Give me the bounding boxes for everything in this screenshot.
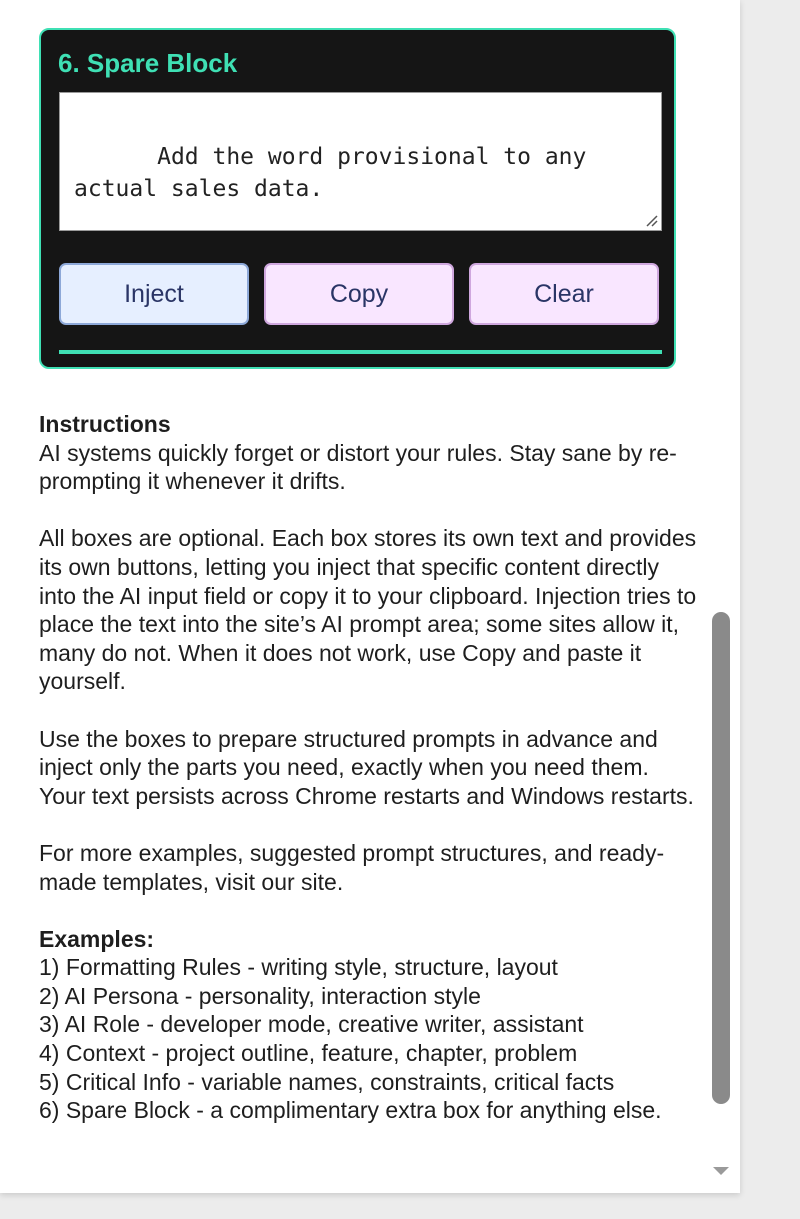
block-title: 6. Spare Block	[58, 48, 238, 78]
clear-button[interactable]: Clear	[469, 263, 659, 325]
list-item: 6) Spare Block - a complimentary extra box for anything else.	[39, 1097, 662, 1124]
list-item: 1) Formatting Rules - writing style, structure, layout	[39, 954, 558, 981]
instructions-section	[39, 410, 699, 1125]
examples-heading: Examples:	[39, 925, 155, 952]
instructions-paragraph-1: AI systems quickly forget or distort your rules. Stay sane by re-prompting it whenever it drifts.	[39, 439, 677, 495]
examples-list	[39, 953, 699, 1125]
list-item: 3) AI Role - developer mode, creative writer, assistant	[39, 1011, 584, 1038]
list-item: 5) Critical Info - variable names, constraints, critical facts	[39, 1068, 615, 1095]
resize-grip-icon[interactable]	[644, 213, 658, 227]
chevron-down-icon[interactable]	[711, 1165, 731, 1177]
instructions-paragraph-3: Use the boxes to prepare structured prompts in advance and inject only the parts you need, exactly when you need them. Your text persists across Chrome restarts and Windows restarts.	[39, 725, 694, 809]
scrollbar-thumb[interactable]	[712, 612, 730, 1104]
inject-button[interactable]: Inject	[59, 263, 249, 325]
instructions-heading: Instructions	[39, 411, 171, 437]
textarea-content: Add the word provisional to any actual sales data.	[74, 144, 587, 202]
list-item: 4) Context - project outline, feature, chapter, problem	[39, 1040, 578, 1067]
block-divider	[59, 350, 662, 354]
instructions-paragraph-2: All boxes are optional. Each box stores its own text and provides its own buttons, letting you inject that specific content directly into the AI input field or copy it to your clipboard. Injection tries to place the text into the site’s AI prompt area; some sites allow it, many do not. When it does not work, use Copy and paste it yourself.	[39, 525, 697, 695]
instructions-paragraph-4: For more examples, suggested prompt structures, and ready-made templates, visit our site.	[39, 839, 665, 895]
spare-block-panel	[39, 28, 676, 369]
list-item: 2) AI Persona - personality, interaction style	[39, 982, 481, 1009]
copy-button[interactable]: Copy	[264, 263, 454, 325]
spare-block-textarea[interactable]	[59, 92, 662, 231]
